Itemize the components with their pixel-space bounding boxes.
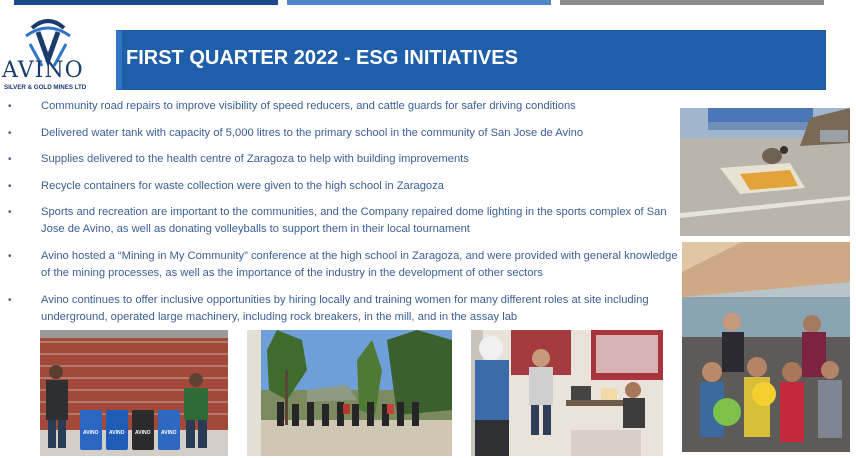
list-item — [0, 98, 680, 115]
logo-tagline: SILVER & GOLD MINES LTD — [4, 84, 87, 91]
bullet-marker: • — [8, 154, 12, 166]
list-item — [0, 178, 680, 195]
photo-road-repairs — [680, 108, 850, 236]
list-item — [0, 151, 680, 168]
list-item — [0, 125, 680, 142]
top-bar-gray — [560, 0, 824, 5]
bin-label: AVINO — [109, 430, 125, 436]
list-item — [0, 248, 680, 282]
list-item-text: Avino continues to offer inclusive opportunities by hiring locally and training women for many different roles at site including underground, operated large machinery, including rock breakers, in the mill, and in the assay lab — [41, 293, 649, 323]
top-bar-dark-blue — [14, 0, 278, 5]
list-item — [0, 292, 680, 326]
bin-label: AVINO — [161, 430, 177, 436]
list-item-text: Delivered water tank with capacity of 5,000 litres to the primary school in the community of San Jose de Avino — [41, 126, 584, 139]
photo-sports-complex — [247, 330, 452, 456]
list-item-text: Sports and recreation are important to the communities, and the Company repaired dome lighting in the sports complex of San Jose de Avino, as well as donating volleyballs to support them in their local tournament — [41, 206, 667, 236]
list-item-text: Avino hosted a “Mining in My Community” conference at the high school in Zaragoza, and were provided with general knowledge of the mining processes, as well as the importance of the industry in the development of other sectors — [41, 249, 678, 279]
bullet-marker: • — [8, 250, 12, 262]
title-band-accent — [116, 30, 122, 90]
bullet-marker: • — [8, 294, 12, 306]
list-item-text: Supplies delivered to the health centre of Zaragoza to help with building improvements — [41, 153, 469, 166]
bin-label: AVINO — [83, 430, 99, 436]
bullet-marker: • — [8, 127, 12, 139]
list-item-text: Recycle containers for waste collection were given to the high school in Zaragoza — [41, 179, 444, 192]
logo-wordmark: AVINO — [2, 58, 84, 83]
photo-school-children — [682, 242, 850, 452]
page-title: FIRST QUARTER 2022 - ESG INITIATIVES — [126, 47, 518, 69]
title-band — [116, 30, 826, 90]
top-bar-light-blue — [287, 0, 551, 5]
bin-label: AVINO — [135, 430, 151, 436]
bullet-marker: • — [8, 180, 12, 192]
photo-assay-lab — [471, 330, 663, 456]
list-item-text: Community road repairs to improve visibility of speed reducers, and cattle guards for safer driving conditions — [41, 100, 576, 112]
bullet-marker: • — [8, 207, 12, 219]
list-item — [0, 204, 680, 238]
initiatives-list — [0, 98, 680, 335]
bullet-marker: • — [8, 101, 12, 112]
photo-recycle-containers — [40, 330, 228, 456]
